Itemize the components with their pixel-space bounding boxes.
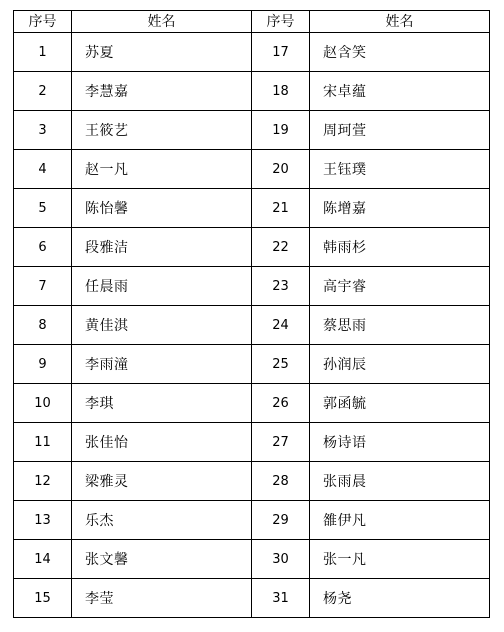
table-row: [14, 72, 490, 111]
student-name-right: 郭函毓: [310, 384, 490, 423]
student-number-right: 27: [252, 423, 310, 462]
student-number-right: 17: [252, 33, 310, 72]
header-name-right: 姓名: [310, 11, 490, 33]
table-row: [14, 33, 490, 72]
student-number-right: 31: [252, 579, 310, 618]
student-number-right: 24: [252, 306, 310, 345]
student-number-left: 15: [14, 579, 72, 618]
student-number-left: 5: [14, 189, 72, 228]
table-row: [14, 423, 490, 462]
table-row: [14, 267, 490, 306]
table-row: [14, 150, 490, 189]
student-number-left: 10: [14, 384, 72, 423]
table-row: [14, 501, 490, 540]
student-name-right: 张一凡: [310, 540, 490, 579]
student-name-left: 乐杰: [72, 501, 252, 540]
student-number-left: 6: [14, 228, 72, 267]
student-name-left: 李琪: [72, 384, 252, 423]
table-row: [14, 345, 490, 384]
student-number-right: 30: [252, 540, 310, 579]
student-name-left: 黄佳淇: [72, 306, 252, 345]
student-name-right: 宋卓蕴: [310, 72, 490, 111]
student-number-left: 4: [14, 150, 72, 189]
student-number-left: 1: [14, 33, 72, 72]
table-row: [14, 189, 490, 228]
student-number-left: 3: [14, 111, 72, 150]
student-name-right: 孙润辰: [310, 345, 490, 384]
header-row: [14, 11, 490, 33]
header-number-left: 序号: [14, 11, 72, 33]
student-number-right: 22: [252, 228, 310, 267]
header-name-left: 姓名: [72, 11, 252, 33]
student-name-right: 陈增嘉: [310, 189, 490, 228]
student-name-left: 李莹: [72, 579, 252, 618]
student-name-right: 韩雨杉: [310, 228, 490, 267]
student-number-right: 18: [252, 72, 310, 111]
student-number-right: 23: [252, 267, 310, 306]
student-number-right: 28: [252, 462, 310, 501]
student-number-right: 26: [252, 384, 310, 423]
student-name-right: 雒伊凡: [310, 501, 490, 540]
student-number-left: 8: [14, 306, 72, 345]
header-number-right: 序号: [252, 11, 310, 33]
student-number-right: 19: [252, 111, 310, 150]
student-name-left: 李慧嘉: [72, 72, 252, 111]
table-row: [14, 462, 490, 501]
table-row: [14, 579, 490, 618]
student-number-right: 20: [252, 150, 310, 189]
student-name-left: 段雅洁: [72, 228, 252, 267]
student-number-left: 12: [14, 462, 72, 501]
student-number-right: 25: [252, 345, 310, 384]
student-name-right: 杨尧: [310, 579, 490, 618]
student-name-right: 高宇睿: [310, 267, 490, 306]
student-name-right: 赵含笑: [310, 33, 490, 72]
student-number-left: 9: [14, 345, 72, 384]
student-number-right: 29: [252, 501, 310, 540]
student-name-left: 任晨雨: [72, 267, 252, 306]
student-number-left: 11: [14, 423, 72, 462]
student-name-left: 苏夏: [72, 33, 252, 72]
table-row: [14, 111, 490, 150]
table-row: [14, 384, 490, 423]
student-name-left: 张文馨: [72, 540, 252, 579]
student-name-left: 陈怡馨: [72, 189, 252, 228]
student-name-left: 赵一凡: [72, 150, 252, 189]
student-name-right: 张雨晨: [310, 462, 490, 501]
student-name-left: 张佳怡: [72, 423, 252, 462]
table-row: [14, 540, 490, 579]
student-name-left: 李雨潼: [72, 345, 252, 384]
student-number-left: 7: [14, 267, 72, 306]
student-number-right: 21: [252, 189, 310, 228]
table-row: [14, 228, 490, 267]
student-number-left: 13: [14, 501, 72, 540]
student-name-left: 王筱艺: [72, 111, 252, 150]
student-name-right: 王钰璞: [310, 150, 490, 189]
student-name-left: 梁雅灵: [72, 462, 252, 501]
roster-body: [14, 33, 490, 618]
student-name-right: 蔡思雨: [310, 306, 490, 345]
table-row: [14, 306, 490, 345]
student-name-right: 周珂萱: [310, 111, 490, 150]
student-number-left: 14: [14, 540, 72, 579]
student-name-right: 杨诗语: [310, 423, 490, 462]
roster-table: [13, 10, 490, 618]
student-number-left: 2: [14, 72, 72, 111]
